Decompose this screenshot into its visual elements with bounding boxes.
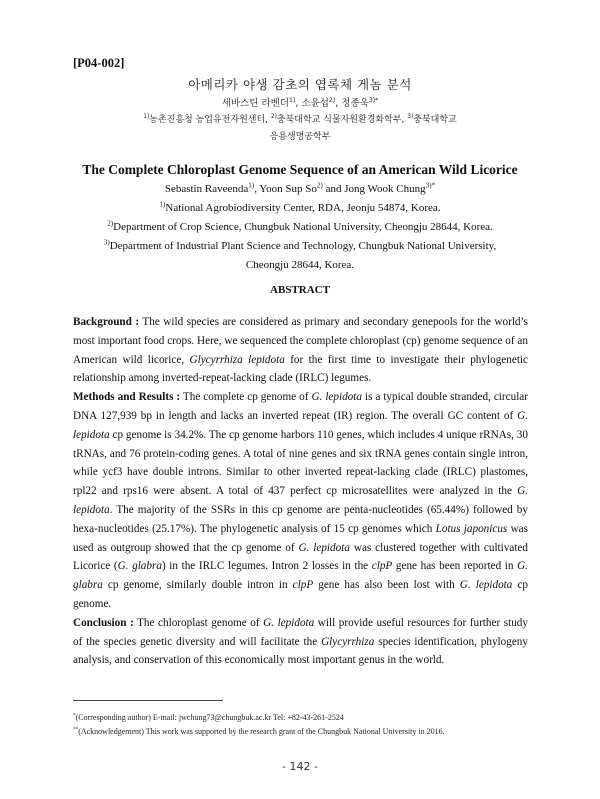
abstract-heading: ABSTRACT <box>270 284 330 296</box>
methods-text: ) in the IRLC legumes. Intron 2 losses in the <box>161 560 372 573</box>
english-affiliation-1 <box>0 202 600 214</box>
abstract-body <box>73 313 528 670</box>
methods-text: cp genome. <box>73 579 529 610</box>
conclusion-italic: G. lepidota <box>263 616 315 629</box>
background-text-1: The wild species are considered as primary and secondary genepools for the world’s most important food crops. Here, we sequenced the complete chloroplast (cp) genome sequence of an American wild licorice, <box>73 316 528 366</box>
author-separator-2: and <box>322 183 345 195</box>
methods-italic: G. glabra <box>117 560 162 573</box>
methods-text: was used as outgroup showed that the cp genome of <box>73 522 528 554</box>
methods-italic: G. lepidota <box>311 391 362 404</box>
background-paragraph <box>73 313 528 388</box>
conclusion-paragraph <box>73 614 528 670</box>
background-label: Background : <box>73 316 140 328</box>
english-aff-text-2: Department of Crop Science, Chungbuk National University, Cheongju 28644, Korea. <box>113 221 493 233</box>
footnote-acknowledgement <box>73 727 445 736</box>
footnote-text-1: (Corresponding author) E-mail: jwchung73@chungbuk.ac.kr Tel: +82-43-261-2524 <box>75 713 344 722</box>
methods-text: was clustered together with cultivated Licorice ( <box>73 541 528 573</box>
methods-italic: Lotus japonicus <box>435 522 508 535</box>
korean-aff-3: 충북대학교 <box>413 115 457 125</box>
footnote-mark-2: ** <box>73 726 79 733</box>
korean-author-1-sup: 1) <box>289 96 296 104</box>
english-author-1: Sebastin Raveenda <box>164 183 249 195</box>
korean-author-1: 세바스틴 라벤더 <box>221 98 290 109</box>
footnote-corresponding-author <box>73 713 344 722</box>
korean-author-3-sup: 3)* <box>368 96 379 104</box>
conclusion-italic: Glycyrrhiza <box>321 635 375 648</box>
korean-aff-sup-1: 1) <box>143 114 150 120</box>
english-author-3-sup: 3)* <box>425 181 436 190</box>
methods-italic: clpP <box>292 579 314 592</box>
methods-italic: G. lepidota <box>73 409 528 441</box>
footnote-mark-1: * <box>73 712 76 719</box>
methods-italic: G. glabra <box>73 560 528 592</box>
page-number: - 142 - <box>282 760 318 773</box>
english-affiliation-3 <box>0 240 600 252</box>
korean-aff-2: 충북대학교 식물자원환경화학부, <box>276 115 405 125</box>
korean-aff-sup-3: 3) <box>407 114 414 120</box>
methods-text: The complete cp genome of <box>180 391 312 404</box>
korean-authors: 세바스틴 라벤더$^{1)}$, 소윤섭$^{2)}$, 정종욱$^{3)*}$ <box>221 96 379 109</box>
author-separator-1: , <box>254 183 260 195</box>
footnote-text-2: (Acknowledgement) This work was supported by the research grant of the Chungbuk National University in 2016. <box>78 727 445 736</box>
english-aff-text-1: National Agrobiodiversity Center, RDA, Jeonju 54874, Korea. <box>165 202 441 214</box>
methods-paragraph <box>73 388 528 614</box>
english-author-3: Jong Wook Chung <box>344 183 426 195</box>
methods-text: gene has also been lost with <box>313 579 460 592</box>
background-text-2: for the first time to investigate their phylogenetic relationship among inverted-repeat-lacking clade (IRLC) legumes. <box>73 353 528 385</box>
english-authors <box>0 183 600 195</box>
abstract-code: [P04-002] <box>73 56 125 70</box>
english-author-2-sup: 2) <box>316 181 323 190</box>
conclusion-text: The chloroplast genome of <box>133 616 264 629</box>
english-title: The Complete Chloroplast Genome Sequence of an American Wild Licorice <box>82 162 518 177</box>
korean-affiliation-line-2: 응용생명공학부 <box>269 132 331 142</box>
korean-title: 아메리카 야생 감초의 엽록체 게놈 분석 <box>188 77 412 92</box>
conclusion-text: will provide useful resources for further study of the species genetic diversity and will facilitate the <box>73 616 528 648</box>
footnote-divider <box>73 700 223 701</box>
methods-italic: G. lepidota <box>298 541 350 554</box>
methods-text: . The majority of the SSRs in this cp genome are penta-nucleotides (65.44%) followed by hexa-nucleotides (25.17%). The phylogenetic analysis of 15 cp genomes which <box>73 503 528 535</box>
methods-italic: G. lepidota <box>73 485 528 516</box>
methods-text: cp genome, similarly double intron in <box>102 579 293 592</box>
english-author-2: Yoon Sup So <box>259 183 317 195</box>
methods-text: cp genome is 34.2%. The cp genome harbors 110 genes, which includes 4 unique rRNAs, 30 tRNAs, and 76 protein-coding genes. A total of nine genes and six tRNA genes contain single intron, while ycf3 have double introns. Similar to other inverted repeat-lacking clade (IRLC) plastomes, rpl22 and rps16 were absent. A total of 437 perfect cp microsatellites were analyzed in the <box>73 428 528 498</box>
korean-aff-1: 농촌진흥청 농업유전자원센터, <box>149 115 269 125</box>
korean-aff-sup-2: 2) <box>270 114 277 120</box>
korean-author-2-sup: 2) <box>328 96 336 104</box>
conclusion-label: Conclusion : <box>73 616 134 629</box>
methods-text: gene has been reported in <box>392 560 518 573</box>
methods-text: is a typical double stranded, circular DNA 127,939 bp in length and lacks an inverted repeat (IR) region. The overall GC content of <box>73 391 528 422</box>
methods-label: Methods and Results : <box>73 391 181 404</box>
english-affiliation-3-cont: Cheongju 28644, Korea. <box>245 259 355 271</box>
english-aff-sup-3: 3) <box>103 238 110 247</box>
korean-affiliation-line-1 <box>0 112 600 125</box>
english-affiliation-2 <box>0 221 600 233</box>
english-author-1-sup: 1) <box>248 181 255 190</box>
conclusion-text: species identification, phylogeny analysis, and conservation of this economically most important genus in the world. <box>73 635 528 667</box>
english-aff-sup-1: 1) <box>159 200 166 209</box>
korean-author-3: 정종욱 <box>341 98 369 109</box>
english-aff-text-3: Department of Industrial Plant Science and Technology, Chungbuk National University, <box>109 240 497 252</box>
korean-author-2: 소윤섭 <box>301 98 329 109</box>
methods-italic: clpP <box>371 560 393 573</box>
methods-italic: G. lepidota <box>459 579 513 592</box>
background-italic-1: Glycyrrhiza lepidota <box>189 353 285 366</box>
english-aff-sup-2: 2) <box>107 219 114 228</box>
